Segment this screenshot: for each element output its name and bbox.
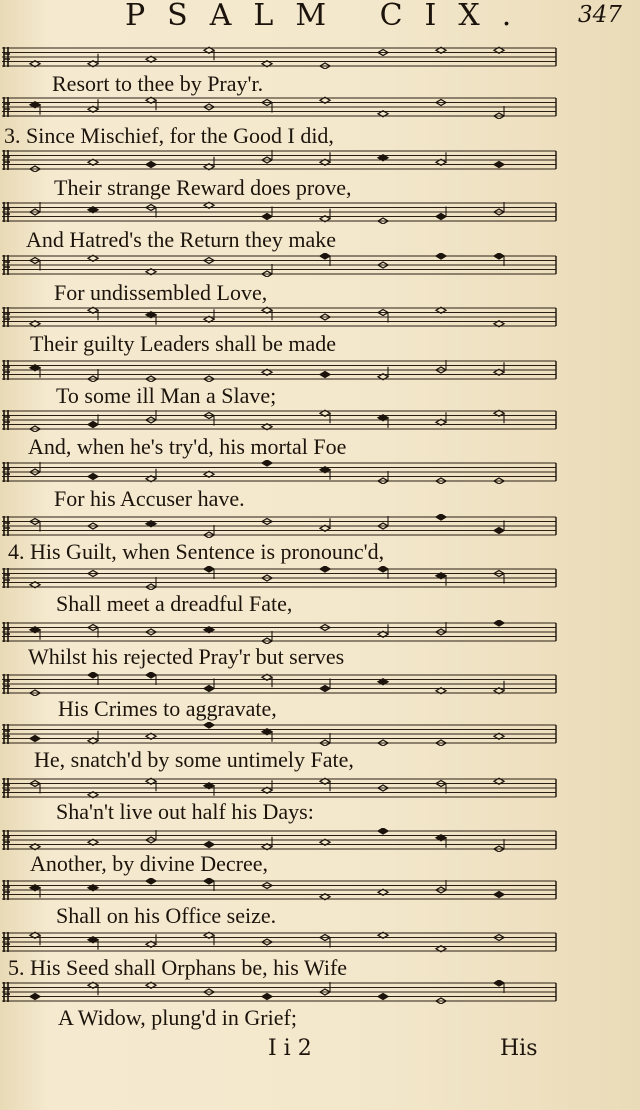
signature-mark: I i 2	[268, 1036, 312, 1061]
note-icon	[320, 253, 330, 259]
lyric-line: And Hatred's the Return they make	[26, 227, 337, 252]
music-staff	[0, 408, 560, 432]
note-icon	[146, 162, 156, 168]
page-header	[0, 0, 640, 40]
lyric-line: Resort to thee by Pray'r.	[52, 71, 264, 96]
note-icon	[146, 672, 156, 678]
music-staff	[0, 148, 560, 172]
note-icon	[30, 994, 40, 1000]
note-icon	[494, 892, 504, 898]
lyric-line: His Crimes to aggravate,	[58, 696, 277, 721]
note-icon	[204, 878, 214, 884]
music-staff	[0, 776, 560, 800]
note-icon	[204, 722, 214, 728]
note-icon	[494, 528, 504, 534]
note-icon	[378, 566, 388, 572]
note-icon	[436, 253, 446, 259]
lyric-line: 5. His Seed shall Orphans be, his Wife	[8, 955, 348, 980]
note-icon	[436, 514, 446, 520]
note-icon	[88, 672, 98, 678]
lyric-line: Their guilty Leaders shall be made	[30, 331, 337, 356]
note-icon	[146, 878, 156, 884]
music-staff	[0, 305, 560, 329]
music-staff	[0, 672, 560, 696]
running-title: PSALM CIX.	[125, 0, 534, 33]
lyric-line: Shall meet a dreadful Fate,	[56, 591, 293, 616]
music-staff	[0, 514, 560, 538]
note-icon	[204, 842, 214, 848]
note-icon	[262, 460, 272, 466]
page-number: 347	[578, 2, 622, 28]
lyric-line: For undissembled Love,	[54, 280, 268, 305]
catchword: His	[500, 1036, 538, 1061]
lyric-line: Sha'n't live out half his Days:	[56, 799, 314, 824]
music-staff	[0, 980, 560, 1004]
lyric-line: And, when he's try'd, his mortal Foe	[28, 434, 347, 459]
note-icon	[204, 566, 214, 572]
music-staff	[0, 200, 560, 224]
music-staff	[0, 930, 560, 954]
note-icon	[88, 422, 98, 428]
music-staff	[0, 253, 560, 277]
lyric-line: 3. Since Mischief, for the Good I did,	[4, 123, 334, 148]
music-staff	[0, 828, 560, 852]
music-staff	[0, 722, 560, 746]
lyric-line: Their strange Reward does prove,	[54, 175, 352, 200]
note-icon	[262, 214, 272, 220]
lyric-line: Whilst his rejected Pray'r but serves	[28, 644, 345, 669]
music-staff	[0, 566, 560, 590]
note-icon	[494, 162, 504, 168]
lyric-line: A Widow, plung'd in Grief;	[58, 1005, 297, 1030]
note-icon	[262, 994, 272, 1000]
music-staff	[0, 45, 560, 69]
music-staff	[0, 358, 560, 382]
music-staff	[0, 460, 560, 484]
lyric-line: 4. His Guilt, when Sentence is pronounc'd,	[8, 539, 385, 564]
note-icon	[378, 994, 388, 1000]
note-icon	[204, 686, 214, 692]
note-icon	[88, 474, 98, 480]
lyric-line: Another, by divine Decree,	[30, 851, 268, 876]
music-staff	[0, 878, 560, 902]
lyric-line: Shall on his Office seize.	[56, 903, 277, 928]
note-icon	[320, 686, 330, 692]
lyric-line: To some ill Man a Slave;	[56, 383, 277, 408]
lyric-line: For his Accuser have.	[54, 486, 245, 511]
note-icon	[30, 736, 40, 742]
note-icon	[320, 566, 330, 572]
note-icon	[494, 620, 504, 626]
lyric-line: He, snatch'd by some untimely Fate,	[34, 747, 354, 772]
note-icon	[378, 828, 388, 834]
music-staff	[0, 620, 560, 644]
note-icon	[494, 253, 504, 259]
music-staff	[0, 95, 560, 119]
page-footer	[0, 1030, 640, 1070]
note-icon	[320, 372, 330, 378]
note-icon	[436, 214, 446, 220]
note-icon	[494, 980, 504, 986]
